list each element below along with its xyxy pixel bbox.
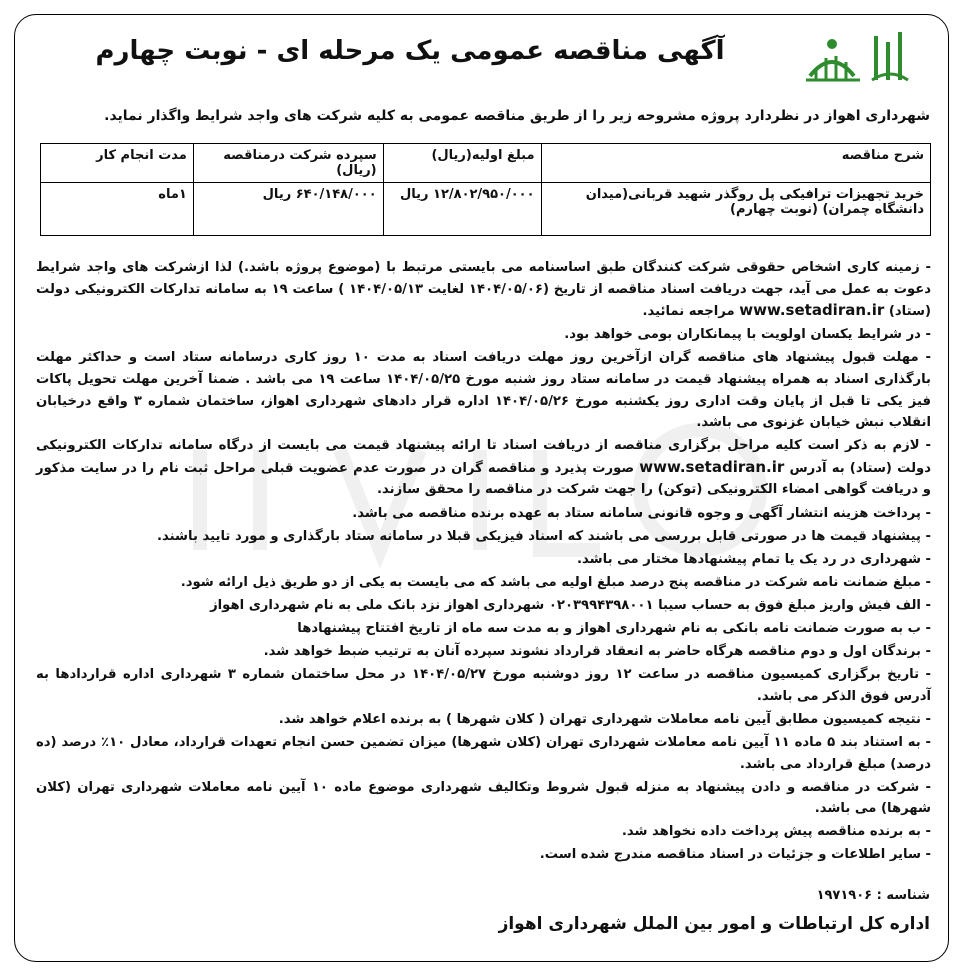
setadiran-link[interactable]: www.setadiran.ir [639, 457, 785, 476]
notice-title: آگهی مناقصه عمومی یک مرحله ای - نوبت چهارم [95, 36, 725, 66]
clause-physical-docs: - پیشنهاد قیمت ها در صورتی قابل بررسی می باشند که اسناد فیزیکی قبلا در سامانه ستاد بارگذاری و مورد تایید باشند. [157, 528, 931, 544]
clause-forfeit: - برندگان اول و دوم مناقصه هرگاه حاضر به انعقاد قرارداد نشوند سپرده آنان به ترتیب ضبط خواهد شد. [263, 644, 931, 660]
cell-description: خرید تجهیزات ترافیکی پل روگذر شهید قربانی(میدان دانشگاه چمران) (نوبت چهارم) [541, 183, 930, 236]
clause-commission-date: - تاریخ برگزاری کمیسیون مناقصه در ساعت ۱۲ روز دوشنبه مورخ ۱۴۰۴/۰۵/۲۷ در محل ساختمان شماره ۳ شهرداری اداره قراردادها به آدرس فوق الذکر می باشد. [36, 667, 931, 704]
clause-performance-bond: - به استناد بند ۵ ماده ۱۱ آیین نامه معاملات شهرداری تهران (کلان شهرها) میزان تضمین حسن انجام تعهدات قرارداد، معادل ۱۰٪ درصد (ده درصد) مبلغ قرارداد می باشد. [36, 734, 931, 772]
cell-duration: ۱ماه [41, 183, 194, 236]
clause-guarantee: - مبلغ ضمانت نامه شرکت در مناقصه پنج درصد مبلغ اولیه می باشد که می بایست به یکی از دو طریق ذیل ارائه شود. [180, 574, 931, 590]
header-description: شرح مناقصه [541, 144, 930, 183]
ahvaz-municipality-logo-icon [802, 28, 922, 86]
clause-guarantee-a: - الف فیش واریز مبلغ فوق به حساب سیبا ۰۲۰۳۹۹۴۳۹۸۰۰۱ شهرداری اهواز نزد بانک ملی به نام شهرداری اهواز [210, 597, 931, 613]
cell-deposit: ۶۴۰/۱۴۸/۰۰۰ ریال [193, 183, 383, 236]
clause-no-prepayment: - به برنده مناقصه پیش پرداخت داده نخواهد شد. [621, 824, 931, 840]
cell-initial-amount: ۱۲/۸۰۲/۹۵۰/۰۰۰ ریال [383, 183, 541, 236]
header-duration: مدت انجام کار [41, 144, 194, 183]
notice-intro: شهرداری اهواز در نظردارد پروژه مشروحه زیر را از طریق مناقصه عمومی به کلیه شرکت های واجد شرایط واگذار نماید. [104, 108, 930, 124]
notice-body [36, 257, 931, 868]
clause-deadlines: - مهلت قبول پیشنهاد های مناقصه گران ازآخرین روز مهلت دریافت اسناد به مدت ۱۰ روز کاری درسامانه ستاد است و حداکثر مهلت بارگذاری اسناد به همراه پیشنهاد قیمت در سامانه ستاد روز شنبه مورخ ۱۴۰۴/۰۵/۲۵ ساعت ۱۹ می باشد . ضمنا آخرین مهلت تحویل پاکات فیز یکی تا قبل از پایان وقت اداری روز یکشنبه مورخ ۱۴۰۴/۰۵/۲۶ اداره قرار دادهای شهرداری اهواز، ساختمان شماره ۳ واقع درخیابان انقلاب نبش خیابان غزنوی می باشد. [36, 350, 931, 431]
table-header-row [41, 144, 931, 183]
clause-local-priority: - در شرایط یکسان اولویت با پیمانکاران بومی خواهد بود. [564, 327, 931, 343]
header-deposit: سپرده شرکت درمناقصه (ریال) [193, 144, 383, 183]
clause-eligibility: - زمینه کاری اشخاص حقوقی شرکت کنندگان طبق اساسنامه می بایستی مرتبط با (موضوع پروژه باشد.) لذا ازشرکت های واجد شرایط دعوت به عمل می آید، جهت دریافت اسناد مناقصه از تاریخ (۱۴۰۴/۰۵/۰۶ لغایت ۱۴۰۴/۰۵/۱۳ ) ساعت ۱۹ به سامانه تدارکات الکترونیکی دولت (ستاد) www.setadiran.ir مراجعه نمائید. [36, 260, 931, 320]
clause-ad-cost: - پرداخت هزینه انتشار آگهی و وجوه قانونی سامانه ستاد به عهده برنده مناقصه می باشد. [352, 505, 931, 521]
table-row [41, 183, 931, 236]
clause-guarantee-b: - ب به صورت ضمانت نامه بانکی به نام شهرداری اهواز و به مدت سه ماه از تاریخ افتتاح پیشنهادها [297, 621, 931, 636]
clause-rejection: - شهرداری در رد یک یا تمام پیشنهادها مختار می باشد. [577, 551, 931, 567]
clause-setad-process: - لازم به ذکر است کلیه مراحل برگزاری مناقصه از دریافت اسناد تا ارائه پیشنهاد قیمت می بایست از درگاه سامانه تدارکات الکترونیکی دولت (ستاد) به آدرس www.setadiran.ir صورت پذیرد و مناقصه گران در صورت عدم عضویت قبلی مراحل ثبت نام را در سایت مذکور و دریافت گواهی امضاء الکترونیکی (توکن) را جهت شرکت در مناقصه را محقق سازند. [36, 438, 931, 498]
tender-table [40, 143, 931, 236]
notice-identifier: شناسه : ۱۹۷۱۹۰۶ [816, 888, 930, 903]
clause-result: - نتیجه کمیسیون مطابق آیین نامه معاملات شهرداری تهران ( کلان شهرها ) به برنده اعلام خواهد شد. [278, 711, 931, 727]
clause-acceptance: - شرکت در مناقصه و دادن پیشنهاد به منزله قبول شروط وتکالیف شهرداری موضوع ماده ۱۰ آیین نامه معاملات شهرداری تهران (کلان شهرها) می باشد. [36, 779, 931, 817]
footer-issuer: اداره کل ارتباطات و امور بین الملل شهرداری اهواز [498, 914, 930, 934]
clause-other-info: - سایر اطلاعات و جزئیات در اسناد مناقصه مندرج شده است. [539, 847, 931, 863]
header-initial-amount: مبلغ اولیه(ریال) [383, 144, 541, 183]
setadiran-link[interactable]: www.setadiran.ir [739, 301, 885, 320]
